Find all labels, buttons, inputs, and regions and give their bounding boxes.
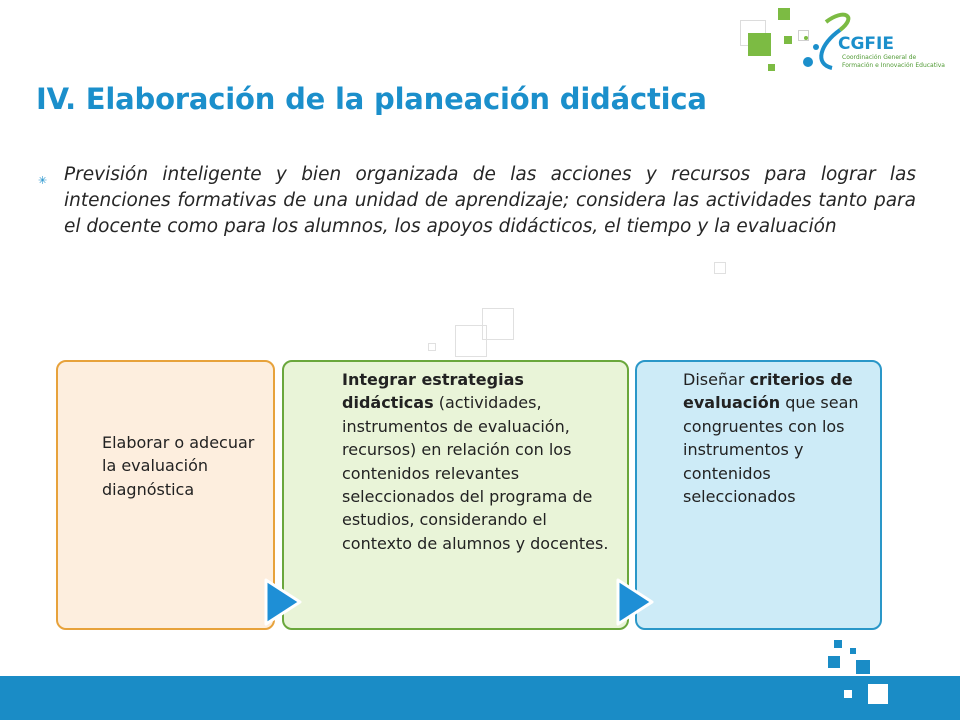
decorative-square-icon: [784, 36, 792, 44]
step-2-bold: Integrar estrategias didácticas: [342, 370, 524, 413]
decorative-square-icon: [834, 640, 842, 648]
decorative-square-icon: [778, 8, 790, 20]
step-1-text: Elaborar o adecuar la evaluación diagnóstica: [102, 433, 255, 499]
step-3-text: [683, 368, 873, 508]
slide-title: IV. Elaboración de la planeación didáctica: [36, 82, 707, 116]
step-2-text: [342, 368, 612, 555]
bullet-marker-icon: ✳: [38, 174, 48, 187]
logo-subtitle-line1: Coordinación General de: [842, 54, 917, 61]
decorative-square-icon: [748, 33, 771, 56]
decorative-square-icon: [455, 325, 487, 357]
footer-band: [0, 676, 960, 720]
decorative-square-icon: [844, 690, 852, 698]
decorative-square-icon: [714, 262, 726, 274]
decorative-square-icon: [428, 343, 436, 351]
logo-text: CGFIE: [838, 34, 894, 54]
bullet-text: Previsión inteligente y bien organizada de las acciones y recursos para lograr las intenciones formativas de una unidad de aprendizaje; considera las actividades tanto para el docente como para los alumnos, los apoyos didácticos, el tiempo y la evaluación: [64, 164, 916, 237]
step-3-pre: Diseñar: [683, 370, 750, 389]
right-arrow-icon: [262, 578, 304, 626]
step-3-rest: que sean congruentes con los instrumentos y contenidos seleccionados: [683, 393, 859, 507]
decorative-square-icon: [856, 660, 870, 674]
logo-subtitle-line2: Formación e Innovación Educativa: [842, 62, 945, 69]
step-3-bold: criterios de evaluación: [683, 370, 853, 413]
step-2-rest: (actividades, instrumentos de evaluación, recursos) en relación con los contenidos relevantes seleccionados del programa de estudios, considerando el contexto de alumnos y docentes.: [342, 393, 609, 553]
decorative-square-icon: [768, 64, 775, 71]
decorative-square-icon: [828, 656, 840, 668]
decorative-square-icon: [850, 648, 856, 654]
cgfie-logo: [796, 10, 946, 80]
decorative-square-icon: [868, 684, 888, 704]
right-arrow-icon: [614, 578, 656, 626]
